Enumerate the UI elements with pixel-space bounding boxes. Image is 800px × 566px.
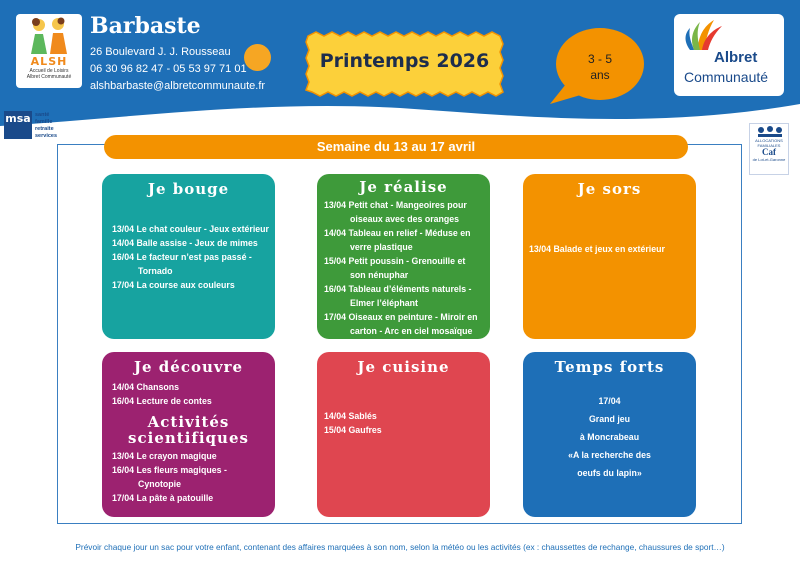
event-line: «A la recherche des	[568, 450, 651, 460]
activity-line: 13/04 Le chat couleur - Jeux extérieur	[112, 224, 269, 234]
alsh-logo	[16, 14, 82, 88]
activity-list	[324, 409, 382, 437]
msa-word: famille	[35, 119, 53, 125]
contact-email[interactable]: alshbarbaste@albretcommunaute.fr	[90, 80, 266, 92]
card-title: Temps forts	[554, 358, 665, 376]
activity-list	[112, 222, 269, 292]
activity-line: Elmer l’éléphant	[350, 298, 418, 308]
activity-line: 14/04 Chansons	[112, 382, 179, 392]
activity-line: 17/04 La pâte à patouille	[112, 493, 214, 503]
season-title: Printemps 2026	[319, 50, 490, 72]
footer-note: Prévoir chaque jour un sac pour votre enfant, contenant des affaires marquées à son nom, selon la météo ou les activités (ex : chaussettes de rechange, chaussures de sport…)	[75, 542, 725, 552]
activity-line: 14/04 Tableau en relief - Méduse en	[324, 228, 471, 238]
card-title: Je bouge	[147, 180, 230, 198]
caf-family-icon	[755, 126, 785, 138]
card-subtitle	[102, 414, 275, 446]
caf-logo-bottom: de Lot-et-Garonne	[752, 157, 786, 162]
children-icon	[23, 16, 75, 56]
activity-line: carton - Arc en ciel mosaïque	[350, 326, 473, 336]
activity-line: 13/04 Petit chat - Mangeoires pour	[324, 200, 467, 210]
msa-word: santé	[35, 112, 50, 118]
msa-word: retraite	[35, 126, 54, 132]
albret-logo-line1: Albret	[714, 49, 758, 66]
activity-line: 13/04 Balade et jeux en extérieur	[529, 244, 665, 254]
card-je-decouvre	[102, 352, 275, 517]
activity-line: 16/04 Le facteur n’est pas passé -	[112, 252, 252, 262]
albret-communaute-logo	[674, 14, 784, 96]
science-activity-list	[112, 449, 227, 505]
activity-list	[112, 380, 212, 408]
activity-line: son nénuphar	[350, 270, 409, 280]
event-line: à Moncrabeau	[579, 432, 640, 442]
contact-phone: 06 30 96 82 47 - 05 53 97 71 01	[90, 63, 247, 75]
season-badge	[304, 30, 505, 98]
alsh-logo-line2: Albret Communauté	[26, 74, 72, 80]
msa-word: services	[35, 133, 58, 139]
activity-line: 17/04 La course aux couleurs	[112, 280, 235, 290]
caf-logo	[749, 123, 789, 175]
activity-line: 14/04 Balle assise - Jeux de mimes	[112, 238, 258, 248]
activity-line: 16/04 Lecture de contes	[112, 396, 212, 406]
activity-line: 13/04 Le crayon magique	[112, 451, 217, 461]
age-bubble-shape	[540, 22, 668, 110]
card-je-realise	[317, 174, 490, 339]
msa-logo	[4, 111, 68, 141]
week-banner: Semaine du 13 au 17 avril	[104, 135, 688, 159]
activity-list	[529, 242, 665, 256]
activity-line: oiseaux avec des oranges	[350, 214, 460, 224]
msa-logo-words	[35, 112, 57, 140]
activity-line: 16/04 Tableau d’éléments naturels -	[324, 284, 472, 294]
alsh-logo-line1: Accueil de Loisirs	[29, 68, 69, 74]
card-je-sors	[523, 174, 696, 339]
caf-logo-top: ALLOCATIONS FAMILIALES	[755, 138, 783, 148]
caf-logo-mid: Caf	[762, 147, 776, 157]
card-title: Je cuisine	[357, 358, 450, 376]
card-je-bouge	[102, 174, 275, 339]
card-title: Je réalise	[359, 178, 448, 196]
card-subtitle-line1: Activités	[147, 413, 230, 431]
card-subtitle-line2: scientifiques	[128, 429, 249, 447]
card-title: Je sors	[577, 180, 642, 198]
sun-dot-icon	[244, 44, 271, 71]
card-temps-forts	[523, 352, 696, 517]
activity-line: verre plastique	[350, 242, 413, 252]
activity-line: 15/04 Gaufres	[324, 425, 382, 435]
age-range: 3 - 5	[587, 52, 612, 66]
activity-line: Tornado	[138, 266, 173, 276]
activity-line: Cynotopie	[138, 479, 182, 489]
albret-leaves-icon	[674, 14, 784, 54]
activity-line: 14/04 Sablés	[324, 411, 377, 421]
contact-address: 26 Boulevard J. J. Rousseau	[90, 46, 231, 58]
activity-list	[324, 198, 478, 338]
age-bubble	[540, 22, 668, 110]
alsh-logo-word: ALSH	[30, 55, 68, 68]
age-unit: ans	[590, 68, 610, 82]
activity-line: 15/04 Petit poussin - Grenouille et	[324, 256, 466, 266]
event-line: 17/04	[598, 396, 621, 406]
activity-line: 16/04 Les fleurs magiques -	[112, 465, 227, 475]
event-line: Grand jeu	[588, 414, 631, 424]
activity-line: 17/04 Oiseaux en peinture - Miroir en	[324, 312, 478, 322]
center-name: Barbaste	[90, 13, 201, 39]
card-title: Je découvre	[133, 358, 244, 376]
card-je-cuisine	[317, 352, 490, 517]
event-line: oeufs du lapin»	[577, 468, 642, 478]
event-list	[523, 392, 696, 482]
msa-logo-letters: msa	[4, 111, 32, 139]
albret-logo-line2: Communauté	[684, 69, 769, 85]
